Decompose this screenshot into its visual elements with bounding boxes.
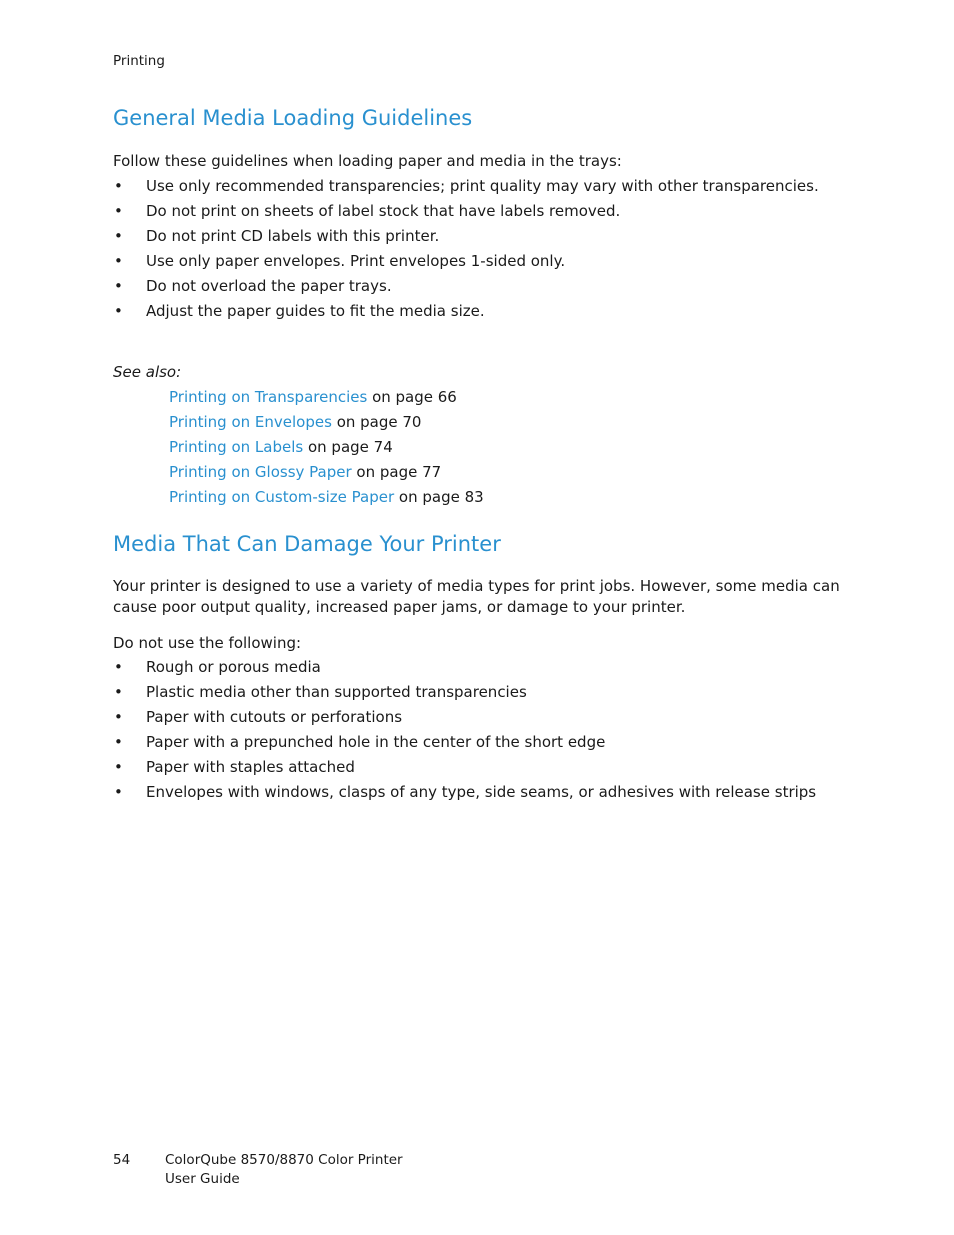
link-printing-on-custom-size-paper[interactable]: Printing on Custom-size Paper: [169, 488, 395, 506]
bullet-text: Paper with cutouts or perforations: [146, 708, 403, 726]
general-guidelines-section: [113, 105, 853, 510]
section-title-damage: Media That Can Damage Your Printer: [113, 532, 501, 556]
bullet-icon: •: [114, 708, 123, 726]
bullet-icon: •: [114, 683, 123, 701]
list-item: [113, 705, 853, 730]
page-reference: on page 83: [394, 488, 484, 506]
bullet-icon: •: [114, 202, 123, 220]
list-item: [113, 174, 853, 199]
bullet-icon: •: [114, 302, 123, 320]
bullet-text: Adjust the paper guides to fit the media size.: [146, 302, 485, 320]
damage-section: [113, 531, 853, 805]
damage-paragraph: Your printer is designed to use a variety of media types for print jobs. However, some media can cause poor output quality, increased paper jams, or damage to your printer.: [113, 577, 840, 616]
page-reference: on page 74: [303, 438, 393, 456]
bullet-icon: •: [114, 658, 123, 676]
list-item: [113, 680, 853, 705]
general-bullet-list: [113, 174, 853, 324]
list-item: [113, 249, 853, 274]
page-reference: on page 66: [367, 388, 457, 406]
list-item: [113, 299, 853, 324]
bullet-text: Use only recommended transparencies; print quality may vary with other transparencies.: [146, 177, 819, 195]
link-printing-on-labels[interactable]: Printing on Labels: [169, 438, 304, 456]
list-item: [113, 655, 853, 680]
bullet-icon: •: [114, 733, 123, 751]
bullet-text: Paper with staples attached: [146, 758, 355, 776]
footer-doc: User Guide: [165, 1171, 240, 1187]
damage-bullet-list: [113, 655, 853, 805]
bullet-text: Do not print CD labels with this printer.: [146, 227, 440, 245]
bullet-icon: •: [114, 783, 123, 801]
bullet-text: Rough or porous media: [146, 658, 321, 676]
link-printing-on-envelopes[interactable]: Printing on Envelopes: [169, 413, 332, 431]
list-item: [113, 730, 853, 755]
general-intro: Follow these guidelines when loading paper and media in the trays:: [113, 152, 622, 170]
bullet-text: Do not overload the paper trays.: [146, 277, 392, 295]
list-item: [113, 224, 853, 249]
see-also-item: [169, 385, 853, 410]
link-printing-on-glossy-paper[interactable]: Printing on Glossy Paper: [169, 463, 352, 481]
list-item: [113, 755, 853, 780]
bullet-text: Use only paper envelopes. Print envelopes 1-sided only.: [146, 252, 566, 270]
link-printing-on-transparencies[interactable]: Printing on Transparencies: [169, 388, 368, 406]
running-header: Printing: [113, 53, 165, 69]
damage-intro: Do not use the following:: [113, 634, 302, 652]
page-reference: on page 70: [331, 413, 422, 431]
see-also-item: [169, 485, 853, 510]
see-also-item: [169, 460, 853, 485]
list-item: [113, 274, 853, 299]
bullet-icon: •: [114, 177, 123, 195]
page-reference: on page 77: [351, 463, 442, 481]
bullet-text: Do not print on sheets of label stock that have labels removed.: [146, 202, 621, 220]
see-also-label: See also:: [113, 363, 182, 381]
list-item: [113, 780, 853, 805]
page-number: 54: [113, 1152, 131, 1168]
bullet-text: Envelopes with windows, clasps of any type, side seams, or adhesives with release strips: [146, 783, 817, 801]
list-item: [113, 199, 853, 224]
bullet-icon: •: [114, 758, 123, 776]
bullet-text: Paper with a prepunched hole in the center of the short edge: [146, 733, 606, 751]
bullet-text: Plastic media other than supported transparencies: [146, 683, 527, 701]
see-also-item: [169, 435, 853, 460]
see-also-item: [169, 410, 853, 435]
bullet-icon: •: [114, 277, 123, 295]
footer-product: ColorQube 8570/8870 Color Printer: [165, 1152, 403, 1168]
section-title-general: General Media Loading Guidelines: [113, 106, 473, 130]
bullet-icon: •: [114, 227, 123, 245]
footer-title: [165, 1151, 403, 1189]
see-also-list: [113, 385, 853, 510]
bullet-icon: •: [114, 252, 123, 270]
